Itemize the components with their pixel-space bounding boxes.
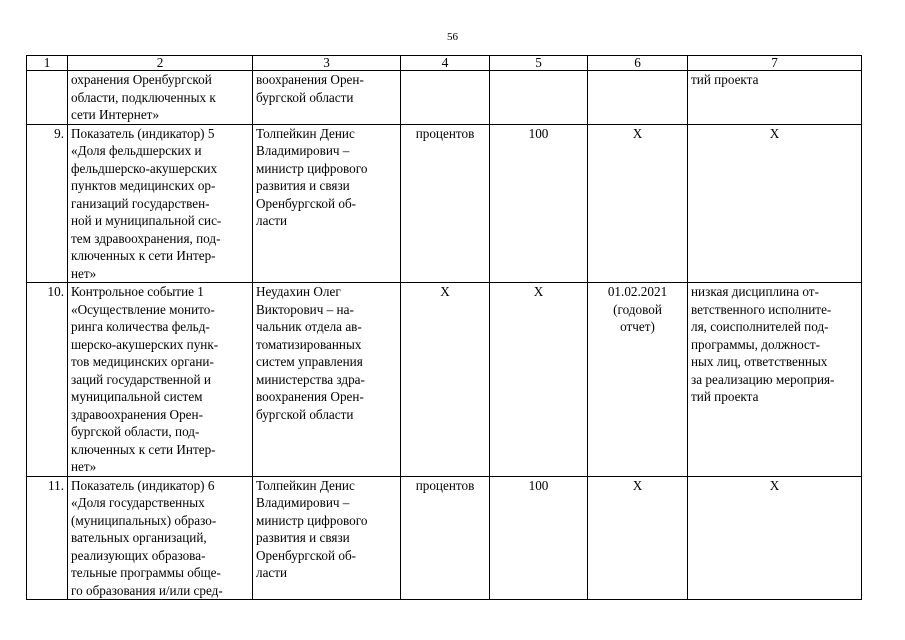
table-header-row (27, 56, 862, 71)
deadline (588, 71, 688, 125)
indicator-name: Показатель (индикатор) 5 «Доля фельдшерских и фельдшерско-акушерских пунктов медицинских ор- ганизаций государствен- ной и муниципальной сис- тем здравоохранения, под- ключенных к сети Интер- нет» (68, 124, 253, 283)
deadline: X (588, 124, 688, 283)
indicator-name: Показатель (индикатор) 6 «Доля государственных (муниципальных) образо- вательных организаций, реализующих образова- тельные программы обще- го образования и/или сред- (68, 476, 253, 600)
responsible-person: воохранения Орен- бургской области (253, 71, 401, 125)
indicator-name: Контрольное событие 1 «Осуществление монито- ринга количества фельд- шерско-акушерских пунк- тов медицинских органи- заций государственной и муниципальной систем здравоохранения Орен- бургской области, под- ключенных к сети Интер- нет» (68, 283, 253, 477)
header-cell-2: 2 (68, 56, 253, 71)
deadline: 01.02.2021 (годовой отчет) (588, 283, 688, 477)
header-cell-3: 3 (253, 56, 401, 71)
header-cell-5: 5 (490, 56, 588, 71)
table-row (27, 476, 862, 600)
risk-description: X (688, 124, 862, 283)
indicator-name: охранения Оренбургской области, подключенных к сети Интернет» (68, 71, 253, 125)
risk-description: X (688, 476, 862, 600)
unit-of-measure (401, 71, 490, 125)
row-number: 9. (27, 124, 68, 283)
row-number: 11. (27, 476, 68, 600)
indicators-table (26, 55, 862, 600)
deadline: X (588, 476, 688, 600)
page-number: 56 (447, 31, 458, 43)
unit-of-measure: процентов (401, 476, 490, 600)
table-row (27, 283, 862, 477)
header-cell-4: 4 (401, 56, 490, 71)
responsible-person: Неудахин Олег Викторович – на- чальник отдела ав- томатизированных систем управления министерства здра- воохранения Орен- бургской области (253, 283, 401, 477)
table-row (27, 124, 862, 283)
unit-of-measure: X (401, 283, 490, 477)
risk-description: тий проекта (688, 71, 862, 125)
unit-of-measure: процентов (401, 124, 490, 283)
target-value: 100 (490, 124, 588, 283)
header-cell-1: 1 (27, 56, 68, 71)
responsible-person: Толпейкин Денис Владимирович – министр цифрового развития и связи Оренбургской об- ласти (253, 476, 401, 600)
responsible-person: Толпейкин Денис Владимирович – министр цифрового развития и связи Оренбургской об- ласти (253, 124, 401, 283)
row-number: 10. (27, 283, 68, 477)
target-value: X (490, 283, 588, 477)
header-cell-7: 7 (688, 56, 862, 71)
target-value (490, 71, 588, 125)
risk-description: низкая дисциплина от- ветственного исполните- ля, соисполнителей под- программы, должност- ных лиц, ответственных за реализацию мероприя- тий проекта (688, 283, 862, 477)
target-value: 100 (490, 476, 588, 600)
row-number (27, 71, 68, 125)
header-cell-6: 6 (588, 56, 688, 71)
table-row (27, 71, 862, 125)
